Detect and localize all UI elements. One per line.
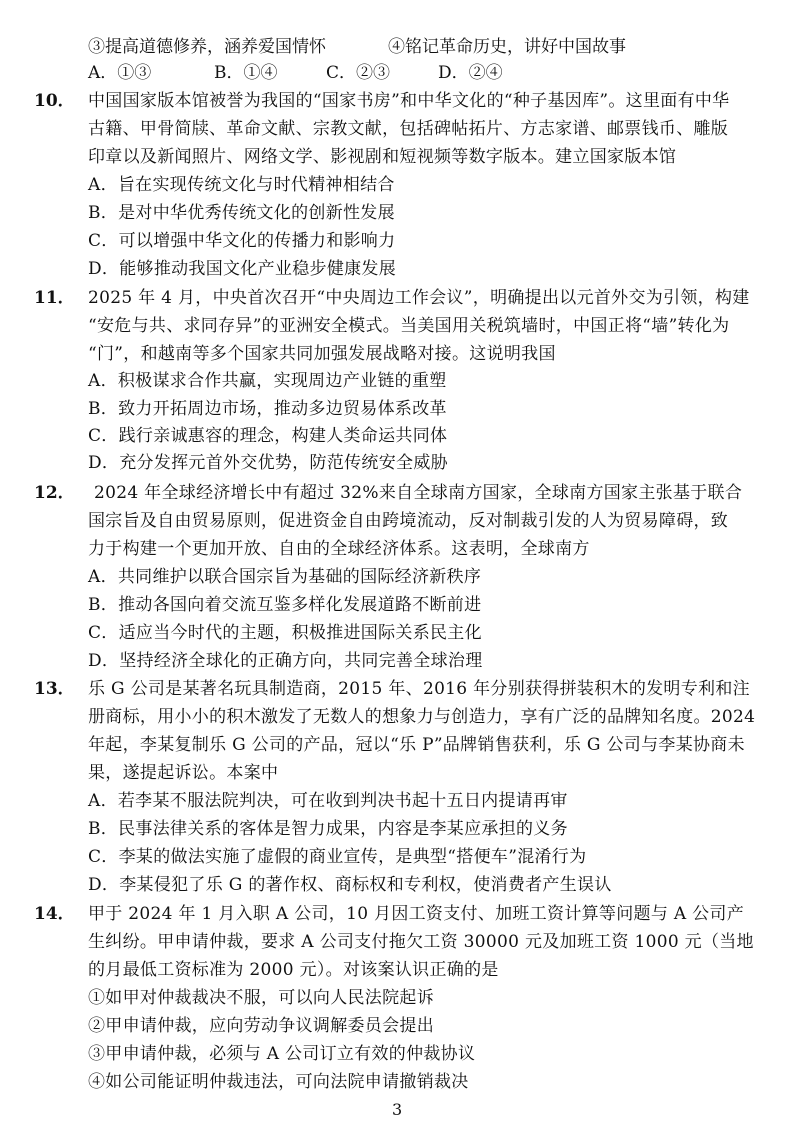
prev-item-4: ④铭记革命历史，讲好中国故事 [388,37,626,57]
question-number: 13． [34,679,75,699]
question-stem-line: 2025 年 4 月，中央首次召开“中央周边工作会议”，明确提出以元首外交为引领，构建 [88,288,750,308]
option-d: D．②④ [438,63,503,83]
statement-3: ③甲申请仲裁，必须与 A 公司订立有效的仲裁协议 [88,1044,476,1064]
question-stem-line: 印章以及新闻照片、网络文学、影视剧和短视频等数字版本。建立国家版本馆 [88,147,677,167]
option-c: C．践行亲诚惠容的理念，构建人类命运共同体 [88,426,448,446]
question-stem-line: 2024 年全球经济增长中有超过 32%来自全球南方国家，全球南方国家主张基于联合 [94,483,743,503]
statement-1: ①如甲对仲裁裁决不服，可以向人民法院起诉 [88,988,434,1008]
option-c: C．适应当今时代的主题，积极推进国际关系民主化 [88,623,482,643]
statement-4: ④如公司能证明仲裁违法，可向法院申请撤销裁决 [88,1072,469,1092]
option-d: D．能够推动我国文化产业稳步健康发展 [88,259,397,279]
option-b: B．推动各国向着交流互鉴多样化发展道路不断前进 [88,595,482,615]
question-stem-line: 册商标，用小小的积木激发了无数人的想象力与创造力，享有广泛的品牌知名度。2024 [88,707,756,727]
prev-item-3: ③提高道德修养，涵养爱国情怀 [88,37,326,57]
option-a: A．①③ [88,63,152,83]
question-number: 10． [34,91,75,111]
question-stem-line: 果，遂提起诉讼。本案中 [88,763,279,783]
option-d: D．坚持经济全球化的正确方向，共同完善全球治理 [88,651,483,671]
question-number: 11． [34,288,75,308]
statement-2: ②甲申请仲裁，应向劳动争议调解委员会提出 [88,1016,434,1036]
question-number: 14． [34,904,75,924]
question-stem-line: “门”，和越南等多个国家共同加强发展战略对接。这说明我国 [88,344,556,364]
option-d: D．李某侵犯了乐 G 的著作权、商标权和专利权，使消费者产生误认 [88,875,612,895]
option-c: C．可以增强中华文化的传播力和影响力 [88,231,396,251]
option-b: B．①④ [214,63,278,83]
question-stem-line: 乐 G 公司是某著名玩具制造商，2015 年、2016 年分别获得拼装积木的发明专利和注 [88,679,750,699]
question-stem-line: “安危与共、求同存异”的亚洲安全模式。当美国用关税筑墙时，中国正将“墙”转化为 [88,316,730,336]
question-number: 12． [34,483,75,503]
question-stem-line: 国宗旨及自由贸易原则，促进资金自由跨境流动，反对制裁引发的人为贸易障碍，致 [88,511,729,531]
option-b: B．民事法律关系的客体是智力成果，内容是李某应承担的义务 [88,819,568,839]
page-number: 3 [392,1100,403,1119]
question-stem-line: 力于构建一个更加开放、自由的全球经济体系。这表明，全球南方 [88,539,590,559]
question-stem-line: 甲于 2024 年 1 月入职 A 公司，10 月因工资支付、加班工资计算等问题与 A 公司产 [88,904,744,924]
option-c: C．李某的做法实施了虚假的商业宣传，是典型“搭便车”混淆行为 [88,847,587,867]
question-stem-line: 的月最低工资标准为 2000 元）。对该案认识正确的是 [88,960,499,980]
question-stem-line: 中国国家版本馆被誉为我国的“国家书房”和中华文化的“种子基因库”。这里面有中华 [88,91,730,111]
option-a: A．若李某不服法院判决，可在收到判决书起十五日内提请再审 [88,791,568,811]
option-d: D．充分发挥元首外交优势，防范传统安全威胁 [88,453,448,473]
option-c: C．②③ [326,63,391,83]
option-b: B．致力开拓周边市场，推动多边贸易体系改革 [88,399,447,419]
question-stem-line: 古籍、甲骨简牍、革命文献、宗教文献，包括碑帖拓片、方志家谱、邮票钱币、雕版 [88,119,729,139]
question-stem-line: 年起，李某复制乐 G 公司的产品，冠以“乐 P”品牌销售获利，乐 G 公司与李某协商未 [88,735,745,755]
option-b: B．是对中华优秀传统文化的创新性发展 [88,203,395,223]
option-a: A．共同维护以联合国宗旨为基础的国际经济新秩序 [88,567,482,587]
option-a: A．积极谋求合作共赢，实现周边产业链的重塑 [88,371,447,391]
question-stem-line: 生纠纷。甲申请仲裁，要求 A 公司支付拖欠工资 30000 元及加班工资 1000 元（当地 [88,932,754,952]
option-a: A．旨在实现传统文化与时代精神相结合 [88,175,395,195]
